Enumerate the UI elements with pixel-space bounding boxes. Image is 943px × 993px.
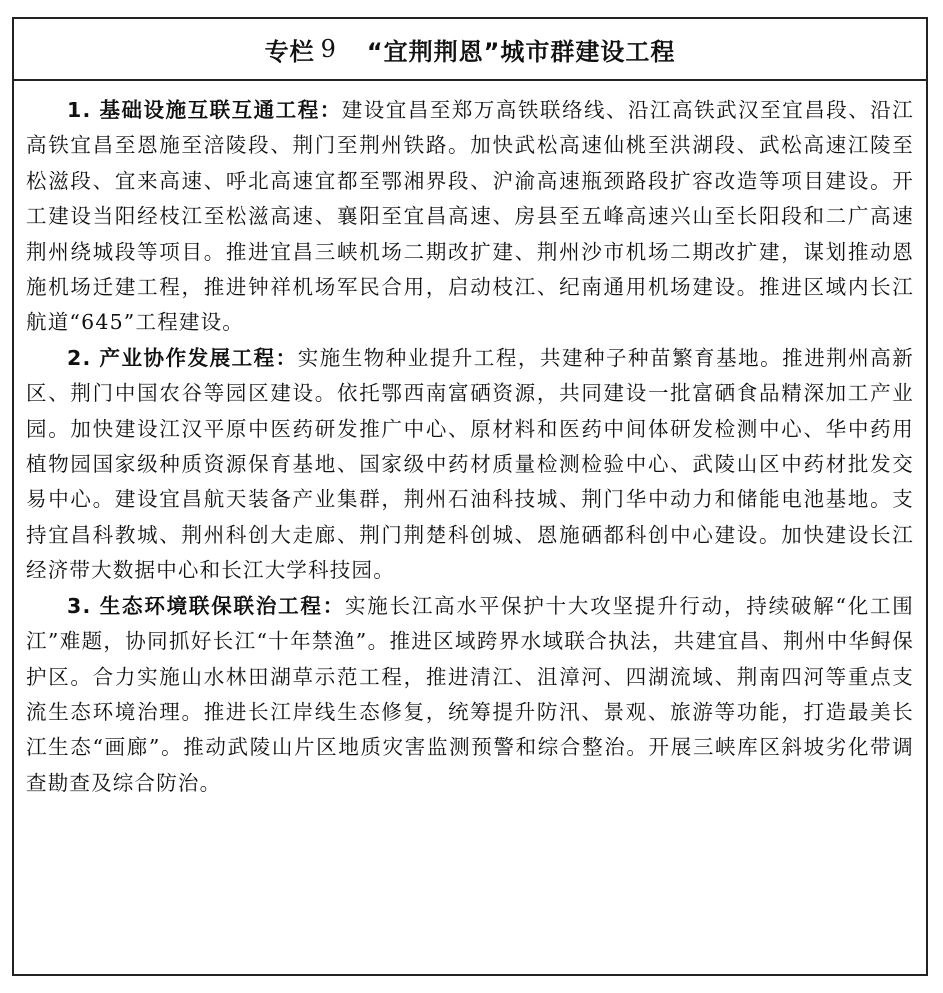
section-3-heading: 生态环境联保联治工程：: [99, 593, 345, 618]
section-1-heading: 基础设施互联互通工程：: [99, 98, 342, 122]
section-2-heading: 产业协作发展工程：: [99, 345, 298, 370]
section-1-body: 建设宜昌至郑万高铁联络线、沿江高铁武汉至宜昌段、沿江高铁宜昌至恩施至涪陵段、荆门至荆州铁路。加快武松高速仙桃至洪湖段、武松高速江陵至松滋段、宜来高速、呼北高速宜都至鄂湘界段、沪渝高速瓶颈路段扩容改造等项目建设。开工建设当阳经枝江至松滋高速、襄阳至宜昌高速、房县至五峰高速兴山至长阳段和二广高速荆州绕城段等项目。推进宜昌三峡机场二期改扩建、荆州沙市机场二期改扩建，谋划推动恩施机场迁建工程，推进钟祥机场军民合用，启动枝江、纪南通用机场建设。推进区域内长江航道“645”工程建设。: [26, 98, 915, 335]
section-3-body: 实施长江高水平保护十大攻坚提升行动，持续破解“化工围江”难题，协同抓好长江“十年禁渔”。推进区域跨界水域联合执法，共建宜昌、荆州中华鲟保护区。合力实施山水林田湖草示范工程，推进清江、沮漳河、四湖流域、荆南四河等重点支流生态环境治理。推进长江岸线生态修复，统筹提升防汛、景观、旅游等功能，打造最美长江生态“画廊”。推动武陵山片区地质灾害监测预警和综合整治。开展三峡库区斜坡劣化带调查勘查及综合防治。: [26, 593, 915, 795]
section-3-number: 3.: [67, 593, 92, 618]
column-box: [12, 17, 928, 976]
section-1: [26, 93, 914, 341]
column-title-bar: [14, 19, 926, 81]
column-number: 9: [320, 35, 337, 63]
section-2: [26, 341, 914, 589]
column-title: “宜荆荆恩”城市群建设工程: [366, 37, 676, 66]
section-3: [26, 589, 914, 801]
section-2-number: 2.: [67, 345, 92, 370]
section-2-body: 实施生物种业提升工程，共建种子种苗繁育基地。推进荆州高新区、荆门中国农谷等园区建设。依托鄂西南富硒资源，共同建设一批富硒食品精深加工产业园。加快建设江汉平原中医药研发推广中心、原材料和医药中间体研发检测中心、华中药用植物园国家级种质资源保育基地、国家级中药材质量检测检验中心、武陵山区中药材批发交易中心。建设宜昌航天装备产业集群，荆州石油科技城、荆门华中动力和储能电池基地。支持宜昌科教城、荆州科创大走廊、荆门荆楚科创城、恩施硒都科创中心建设。加快建设长江经济带大数据中心和长江大学科技园。: [26, 345, 914, 583]
column-label: 专栏: [264, 37, 315, 66]
section-1-number: 1.: [67, 98, 92, 122]
column-content: [14, 81, 926, 801]
